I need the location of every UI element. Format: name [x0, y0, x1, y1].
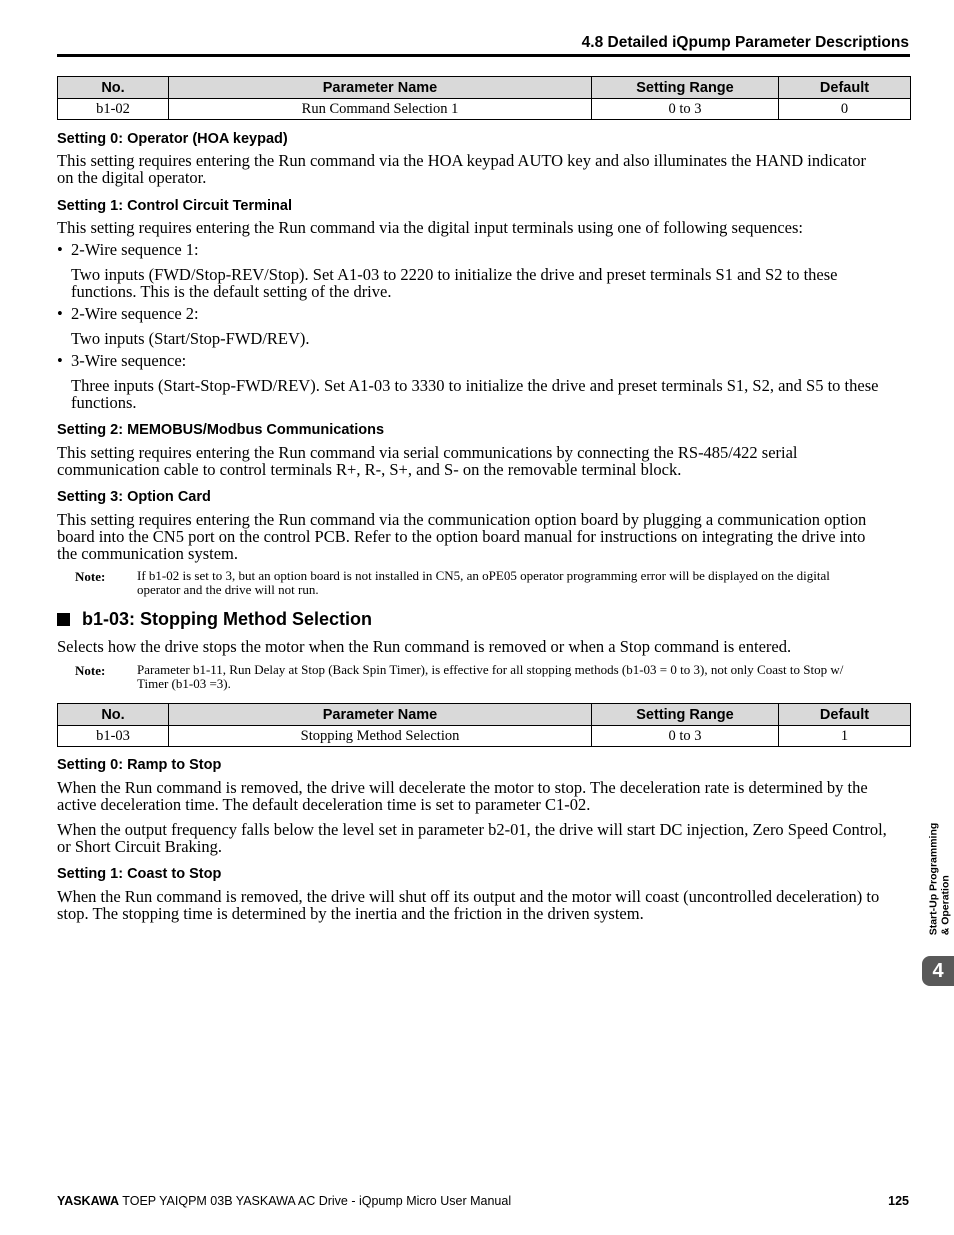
bullet-2wire-seq-1-text: Two inputs (FWD/Stop-REV/Stop). Set A1-03 to 2220 to initialize the drive and preset terminals S1 and S2 to these functions. This is the default setting of the drive. — [71, 265, 838, 301]
heading-square-icon — [57, 613, 70, 626]
col-header-parameter-name: Parameter Name — [169, 704, 592, 726]
cell-no: b1-03 — [58, 726, 169, 747]
parameter-table-b1-02 — [57, 76, 911, 120]
note-text: Parameter b1-11, Run Delay at Stop (Back Spin Timer), is effective for all stopping methods (b1-03 = 0 to 3), not only Coast to Stop w/ Timer (b1-03 =3). — [137, 662, 844, 691]
setting-3-text: This setting requires entering the Run command via the communication option board by plugging a communication option board into the CN5 port on the control PCB. Refer to the option board manual for instructions on integrating the drive into the communication system. — [57, 510, 867, 563]
setting-0-heading: Setting 0: Operator (HOA keypad) — [57, 131, 288, 147]
footer-doc-title: TOEP YAIQPM 03B YASKAWA AC Drive - iQpump Micro User Manual — [119, 1194, 512, 1208]
bullet-3wire-seq-text: Three inputs (Start-Stop-FWD/REV). Set A1-03 to 3330 to initialize the drive and preset terminals S1, S2, and S5 to these functions. — [71, 376, 879, 412]
col-header-setting-range: Setting Range — [592, 77, 779, 99]
b1-03-intro: Selects how the drive stops the motor when the Run command is removed or when a Stop command is entered. — [57, 637, 792, 656]
cell-default: 0 — [779, 99, 911, 120]
section-title: 4.8 Detailed iQpump Parameter Descriptions — [581, 34, 909, 51]
ramp-to-stop-text-2: When the output frequency falls below the level set in parameter b2-01, the drive will start DC injection, Zero Speed Control, or Short Circuit Braking. — [57, 820, 887, 856]
table-row — [58, 726, 911, 747]
footer-doc-info — [57, 1194, 511, 1208]
note-text: If b1-02 is set to 3, but an option board is not installed in CN5, an oPE05 operator programming error will be displayed on the digital operator and the drive will not run. — [137, 568, 830, 597]
setting-3-heading: Setting 3: Option Card — [57, 489, 211, 505]
bullet-2wire-seq-1: • 2-Wire sequence 1: — [57, 240, 199, 259]
col-header-no: No. — [58, 77, 169, 99]
note-label: Note: — [75, 663, 106, 678]
setting-1-heading: Setting 1: Control Circuit Terminal — [57, 198, 292, 214]
chapter-side-label: Start-Up Programming & Operation — [927, 822, 951, 936]
cell-default: 1 — [779, 726, 911, 747]
col-header-no: No. — [58, 704, 169, 726]
ramp-to-stop-heading: Setting 0: Ramp to Stop — [57, 757, 222, 773]
table-row — [58, 99, 911, 120]
cell-parameter-name: Stopping Method Selection — [169, 726, 592, 747]
note-label: Note: — [75, 569, 106, 584]
setting-2-text: This setting requires entering the Run command via serial communications by connecting the RS-485/422 serial communication cable to control terminals R+, R-, S+, and S- on the removable terminal block. — [57, 443, 798, 479]
ramp-to-stop-text-1: When the Run command is removed, the drive will decelerate the motor to stop. The deceleration rate is determined by the active deceleration time. The default deceleration time is set to parameter C1-02. — [57, 778, 868, 814]
coast-to-stop-heading: Setting 1: Coast to Stop — [57, 866, 222, 882]
parameter-table-b1-03 — [57, 703, 911, 747]
col-header-setting-range: Setting Range — [592, 704, 779, 726]
cell-setting-range: 0 to 3 — [592, 726, 779, 747]
table-header-row — [58, 704, 911, 726]
table-header-row — [58, 77, 911, 99]
setting-0-text: This setting requires entering the Run command via the HOA keypad AUTO key and also illuminates the HAND indicator on the digital operator. — [57, 151, 866, 187]
cell-setting-range: 0 to 3 — [592, 99, 779, 120]
setting-1-intro: This setting requires entering the Run command via the digital input terminals using one of following sequences: — [57, 218, 804, 237]
setting-2-heading: Setting 2: MEMOBUS/Modbus Communications — [57, 422, 385, 438]
bullet-2wire-seq-2: • 2-Wire sequence 2: — [57, 304, 199, 323]
col-header-default: Default — [779, 704, 911, 726]
col-header-default: Default — [779, 77, 911, 99]
chapter-number-tab: 4 — [922, 956, 954, 986]
cell-no: b1-02 — [58, 99, 169, 120]
page-number: 125 — [888, 1194, 909, 1208]
cell-parameter-name: Run Command Selection 1 — [169, 99, 592, 120]
col-header-parameter-name: Parameter Name — [169, 77, 592, 99]
bullet-2wire-seq-2-text: Two inputs (Start/Stop-FWD/REV). — [71, 329, 310, 348]
b1-03-heading: b1-03: Stopping Method Selection — [57, 609, 372, 630]
header-rule — [57, 54, 910, 57]
coast-to-stop-text: When the Run command is removed, the drive will shut off its output and the motor will coast (uncontrolled deceleration) to stop. The stopping time is determined by the inertia and the friction in the driven system. — [57, 887, 880, 923]
bullet-3wire-seq: • 3-Wire sequence: — [57, 351, 187, 370]
footer-brand: YASKAWA — [57, 1194, 120, 1208]
